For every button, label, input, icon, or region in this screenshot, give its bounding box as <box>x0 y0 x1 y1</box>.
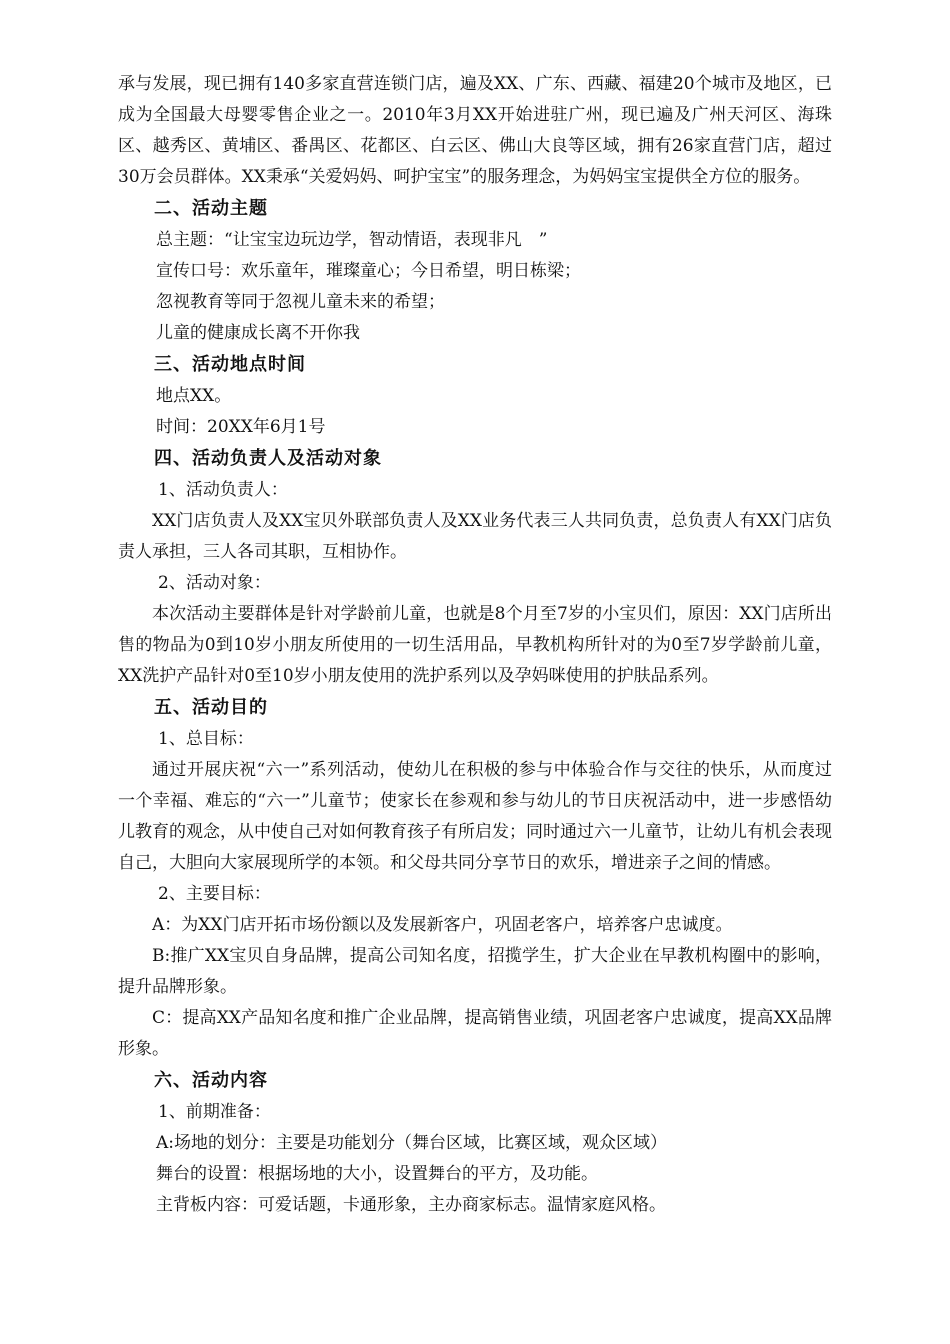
slogan-line: 宣传口号：欢乐童年，璀璨童心；今日希望，明日栋梁； <box>156 261 581 281</box>
theme-text-line: 忽视教育等同于忽视儿童未来的希望； <box>156 292 445 312</box>
section-heading-content: 六、活动内容 <box>154 1070 268 1091</box>
subheading-overall-goal: 1、总目标： <box>158 729 254 749</box>
theme-text-line: 儿童的健康成长离不开你我 <box>156 323 360 343</box>
time-line: 时间：20XX年6月1号 <box>156 417 326 437</box>
place-line: 地点XX。 <box>156 386 232 406</box>
intro-paragraph: 承与发展，现已拥有140多家直营连锁门店，遍及XX、广东、西藏、福建20个城市及地区，已成为全国最大母婴零售企业之一。2010年3月XX开始进驻广州，现已遍及广州天河区、海珠区、越秀区、黄埔区、番禺区、花都区、白云区、佛山大良等区域，拥有26家直营门店，超过30万会员群体。XX秉承“关爱妈妈、呵护宝宝”的服务理念，为妈妈宝宝提供全方位的服务。 <box>118 74 832 187</box>
leaders-paragraph: XX门店负责人及XX宝贝外联部负责人及XX业务代表三人共同负责，总负责人有XX门店负责人承担，三人各司其职，互相协作。 <box>118 511 832 562</box>
goal-b-paragraph: B:推广XX宝贝自身品牌，提高公司知名度，招揽学生，扩大企业在早教机构圈中的影响，提升品牌形象。 <box>118 946 832 997</box>
subheading-preparation: 1、前期准备： <box>158 1102 271 1122</box>
section-heading-leaders-targets: 四、活动负责人及活动对象 <box>154 448 382 469</box>
targets-paragraph: 本次活动主要群体是针对学龄前儿童，也就是8个月至7岁的小宝贝们，原因：XX门店所出售的物品为0到10岁小朋友所使用的一切生活用品，早教机构所针对的为0至7岁学龄前儿童，XX洗护产品针对0至10岁小朋友使用的洗护系列以及孕妈咪使用的护肤品系列。 <box>118 604 832 686</box>
goal-c-paragraph: C：提高XX产品知名度和推广企业品牌，提高销售业绩，巩固老客户忠诚度，提高XX品牌形象。 <box>118 1008 832 1059</box>
section-heading-place-time: 三、活动地点时间 <box>154 354 306 375</box>
subheading-leaders: 1、活动负责人： <box>158 480 288 500</box>
overall-goal-paragraph: 通过开展庆祝“六一”系列活动，使幼儿在积极的参与中体验合作与交往的快乐，从而度过一个幸福、难忘的“六一”儿童节；使家长在参观和参与幼儿的节日庆祝活动中，进一步感悟幼儿教育的观念，从中使自己对如何教育孩子有所启发；同时通过六一儿童节，让幼儿有机会表现自己，大胆向大家展现所学的本领。和父母共同分享节日的欢乐，增进亲子之间的情感。 <box>118 760 832 873</box>
goal-a-paragraph: A：为XX门店开拓市场份额以及发展新客户，巩固老客户，培养客户忠诚度。 <box>152 915 733 935</box>
subheading-main-goals: 2、主要目标： <box>158 884 271 904</box>
theme-line: 总主题：“让宝宝边玩边学，智动情语，表现非凡 ” <box>156 230 548 250</box>
subheading-targets: 2、活动对象： <box>158 573 271 593</box>
section-heading-theme: 二、活动主题 <box>154 198 268 219</box>
venue-division-line: A:场地的划分：主要是功能划分（舞台区域，比赛区域，观众区域） <box>156 1133 668 1153</box>
document-page <box>118 69 832 1221</box>
stage-setup-line: 舞台的设置：根据场地的大小，设置舞台的平方，及功能。 <box>156 1164 598 1184</box>
backboard-content-line: 主背板内容：可爱话题，卡通形象，主办商家标志。温情家庭风格。 <box>156 1195 666 1215</box>
section-heading-purpose: 五、活动目的 <box>154 697 268 718</box>
